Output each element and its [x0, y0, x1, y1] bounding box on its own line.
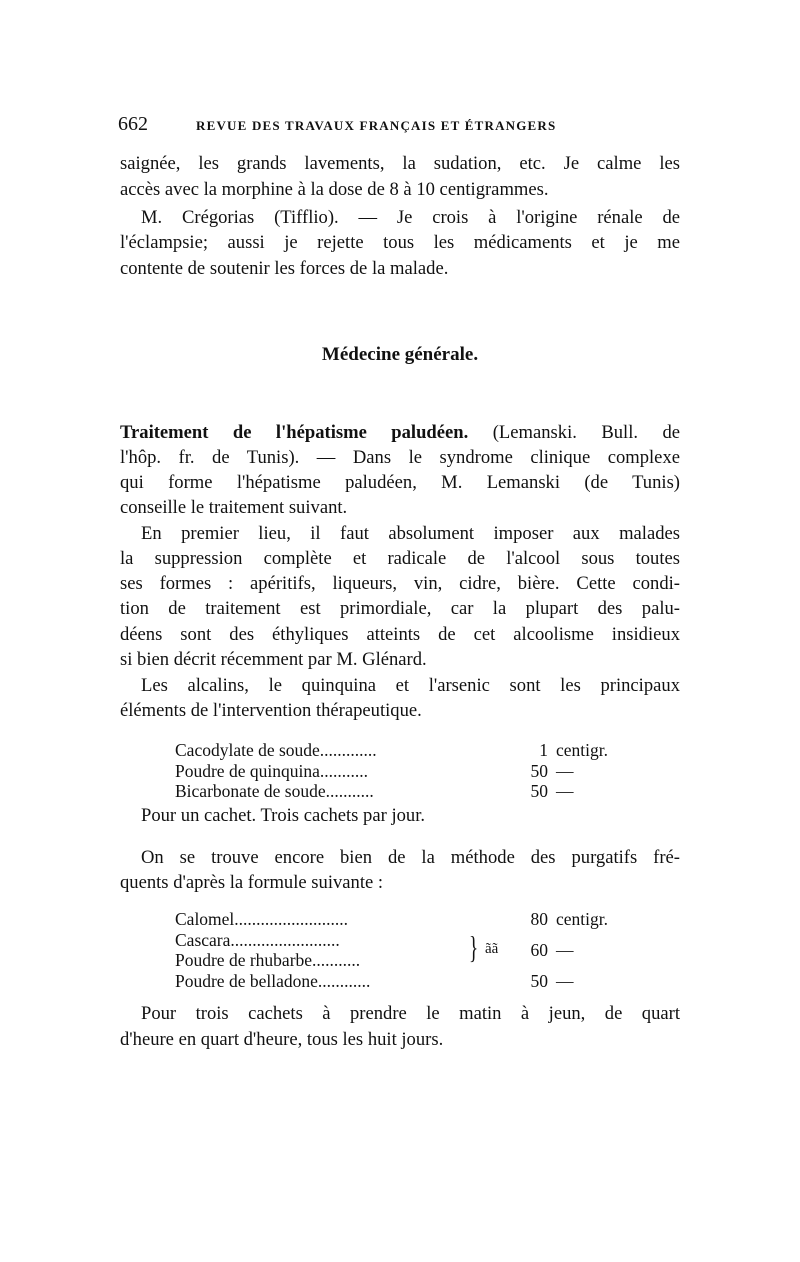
- text-line: d'heure en quart d'heure, tous les huit jours.: [120, 1029, 444, 1050]
- text-line: On se trouve encore bien de la méthode des purgatifs fré-: [141, 847, 680, 868]
- text-line: ses formes : apéritifs, liqueurs, vin, cidre, bière. Cette condi-: [120, 573, 680, 594]
- unit: —: [556, 760, 574, 781]
- formula-row: [175, 971, 635, 992]
- text-line: saignée, les grands lavements, la sudation, etc. Je calme les: [120, 153, 680, 174]
- formula-row: [175, 909, 635, 930]
- text-line: En premier lieu, il faut absolument imposer aux malades: [141, 523, 680, 544]
- quantity: 80: [530, 909, 548, 929]
- quantity: 50: [530, 781, 548, 801]
- ingredient: Poudre de belladone............: [175, 970, 371, 991]
- quantity: 60: [530, 940, 548, 960]
- ingredient: Cascara.........................: [175, 929, 340, 950]
- dosage-note: Pour un cachet. Trois cachets par jour.: [141, 805, 426, 826]
- formula-table-1: [175, 740, 635, 802]
- brace-symbol: }: [469, 929, 479, 965]
- unit: —: [556, 970, 574, 991]
- unit: —: [556, 940, 574, 960]
- unit: —: [556, 781, 574, 801]
- ingredient: Cacodylate de soude.............: [175, 740, 377, 760]
- text-line: accès avec la morphine à la dose de 8 à 10 centigrammes.: [120, 179, 549, 200]
- text-line: l'hôp. fr. de Tunis). — Dans le syndrome clinique complexe: [120, 447, 680, 468]
- ingredient: Poudre de rhubarbe...........: [175, 950, 361, 970]
- text-line: l'éclampsie; aussi je rejette tous les médicaments et je me: [120, 232, 680, 253]
- text-line: éléments de l'intervention thérapeutique.: [120, 700, 422, 721]
- article-first-line: [120, 420, 680, 445]
- text-line: Les alcalins, le quinquina et l'arsenic sont les principaux: [141, 675, 680, 696]
- quantity: 50: [530, 970, 548, 991]
- text-line: conseille le traitement suivant.: [120, 497, 348, 518]
- text-line: la suppression complète et radicale de l'alcool sous toutes: [120, 548, 680, 569]
- quantity: 1: [539, 740, 548, 760]
- section-title: Médecine générale.: [321, 344, 479, 365]
- unit: centigr.: [556, 909, 608, 929]
- running-title: REVUE DES TRAVAUX FRANÇAIS ET ÉTRANGERS: [196, 118, 557, 133]
- formula-row: [175, 761, 635, 782]
- quantity: 50: [530, 760, 548, 781]
- formula-row: [175, 940, 635, 970]
- formula-row: [175, 781, 635, 802]
- ingredient: Poudre de quinquina...........: [175, 760, 368, 781]
- text-line: M. Crégorias (Tifflio). — Je crois à l'origine rénale de: [141, 207, 680, 228]
- ingredient: Bicarbonate de soude...........: [175, 781, 374, 801]
- text-line: tion de traitement est primordiale, car la plupart des palu-: [120, 598, 680, 619]
- article-title: Traitement de l'hépatisme paludéen.: [120, 422, 469, 443]
- text-line: contente de soutenir les forces de la malade.: [120, 258, 449, 279]
- formula-row: [175, 740, 635, 761]
- page-number: 662: [118, 113, 148, 135]
- ingredient: Calomel..........................: [175, 909, 349, 929]
- text-line: déens sont des éthyliques atteints de cet alcoolisme insidieux: [120, 624, 680, 645]
- text-line: si bien décrit récemment par M. Glénard.: [120, 649, 427, 670]
- ana-label: ãã: [485, 941, 499, 957]
- text-line: Pour trois cachets à prendre le matin à jeun, de quart: [141, 1003, 680, 1024]
- text-line: qui forme l'hépatisme paludéen, M. Lemanski (de Tunis): [120, 472, 680, 493]
- article-citation: (Lemanski. Bull. de: [492, 422, 680, 443]
- text-line: quents d'après la formule suivante :: [120, 872, 384, 893]
- page-header: [118, 113, 678, 143]
- formula-table-2: [175, 909, 635, 991]
- unit: centigr.: [556, 740, 608, 760]
